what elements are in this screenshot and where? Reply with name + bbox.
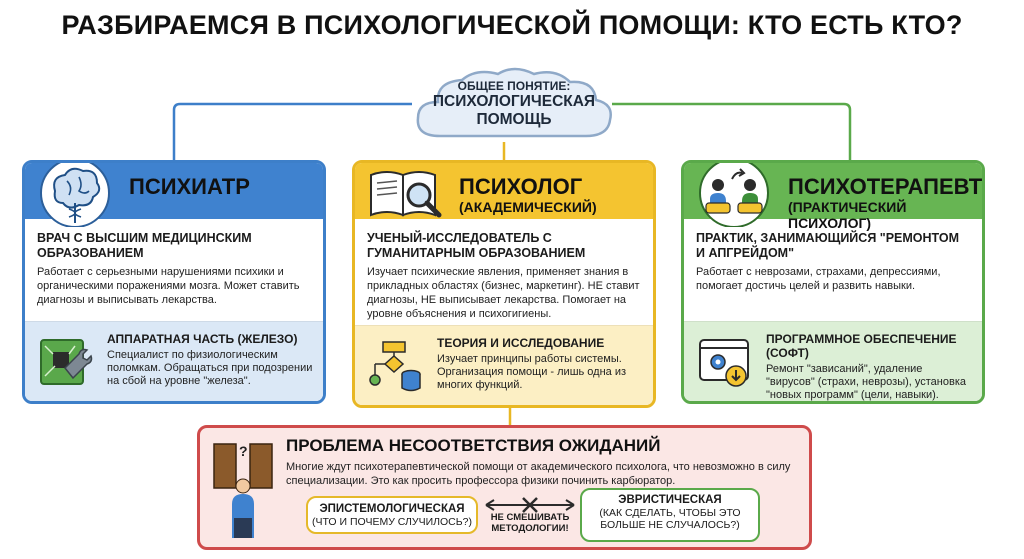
epist-sub: (ЧТО И ПОЧЕМУ СЛУЧИЛОСЬ?) [311, 516, 472, 528]
psychotherapist-header [684, 163, 983, 231]
concept-cloud [410, 66, 618, 144]
psychotherapist-foot-title: ПРОГРАММНОЕ ОБЕСПЕЧЕНИЕ (СОФТ) [766, 332, 957, 360]
psychotherapist-role: ПРАКТИК, ЗАНИМАЮЩИЙСЯ "РЕМОНТОМ И АПГРЕЙДОМ" [696, 231, 960, 260]
psychologist-footer [355, 325, 653, 405]
psychiatrist-title: ПСИХИАТР [129, 174, 250, 199]
psychotherapist-desc: Работает с неврозами, страхами, депрессиями, помогает достичь целей и развить навыки. [696, 266, 941, 292]
heuristic-pill [580, 488, 760, 542]
psychologist-foot-title: ТЕОРИЯ И ИССЛЕДОВАНИЕ [437, 336, 605, 350]
psychiatrist-card [22, 160, 326, 404]
epist-title: ЭПИСТЕМОЛОГИЧЕСКАЯ [319, 503, 465, 515]
flowchart-database-icon [367, 338, 425, 394]
psychologist-foot-desc: Изучает принципы работы системы. Организация помощи - лишь одна из многих функций. [437, 353, 627, 391]
software-update-icon [696, 334, 754, 390]
psychiatrist-foot-desc: Специалист по физиологическим поломкам. Обращаться при подозрении на сбой на уровне "железа". [107, 349, 313, 387]
psychiatrist-header [25, 163, 323, 219]
psychologist-header [355, 163, 653, 219]
psychotherapist-title: ПСИХОТЕРАПЕВТ [788, 174, 983, 199]
problem-title: ПРОБЛЕМА НЕСООТВЕТСТВИЯ ОЖИДАНИЙ [286, 436, 661, 455]
svg-text:?: ? [239, 443, 248, 459]
psychologist-card [352, 160, 656, 408]
page-title: РАЗБИРАЕМСЯ В ПСИХОЛОГИЧЕСКОЙ ПОМОЩИ: КТО ЕСТЬ КТО? [61, 10, 963, 40]
psychiatrist-footer [25, 321, 323, 401]
book-magnifier-icon [363, 160, 447, 227]
therapy-session-icon [692, 160, 776, 227]
psychotherapist-footer [684, 321, 982, 401]
circuit-board-wrench-icon [37, 334, 95, 390]
psychologist-desc: Изучает психические явления, применяет знания в прикладных областях (бизнес, маркетинг). НЕ ставит диагнозы, НЕ выписывает лекарства. Помогает на уровне объяснения и психогигиены. [367, 266, 640, 320]
psychologist-subtitle: (АКАДЕМИЧЕСКИЙ) [459, 199, 597, 215]
psychologist-role: УЧЕНЫЙ-ИССЛЕДОВАТЕЛЬ С ГУМАНИТАРНЫМ ОБРАЗОВАНИЕМ [367, 231, 586, 260]
epistemological-pill [306, 496, 478, 534]
concept-line2: ПОМОЩЬ [476, 111, 552, 128]
concept-line1: ПСИХОЛОГИЧЕСКАЯ [432, 93, 596, 110]
psychologist-title: ПСИХОЛОГ [459, 174, 583, 199]
psychotherapist-card [681, 160, 985, 404]
psychiatrist-desc: Работает с серьезными нарушениями психики и органическими поражениями мозга. Может ставить диагнозы и выписывать лекарства. [37, 266, 300, 306]
psychiatrist-foot-title: АППАРАТНАЯ ЧАСТЬ (ЖЕЛЕЗО) [107, 332, 298, 346]
no-mix-label: НЕ СМЕШИВАТЬ МЕТОДОЛОГИИ! [490, 512, 570, 534]
psychotherapist-subtitle: (ПРАКТИЧЕСКИЙ ПСИХОЛОГ) [788, 199, 907, 231]
heur-sub: (КАК СДЕЛАТЬ, ЧТОБЫ ЭТО БОЛЬШЕ НЕ СЛУЧАЛОСЬ?) [599, 507, 741, 531]
brain-caduceus-icon [33, 160, 117, 227]
heur-title: ЭВРИСТИЧЕСКАЯ [618, 494, 722, 506]
problem-desc: Многие ждут психотерапевтической помощи от академического психолога, что невозможно в силу специализации. Это как просить профессора физики починить карбюратор. [286, 461, 791, 487]
concept-label: ОБЩЕЕ ПОНЯТИЕ: [457, 79, 571, 93]
problem-box [197, 425, 812, 550]
psychiatrist-role: ВРАЧ С ВЫСШИМ МЕДИЦИНСКИМ ОБРАЗОВАНИЕМ [37, 231, 252, 260]
psychotherapist-foot-desc: Ремонт "зависаний", удаление "вирусов" (страхи, неврозы), установка "новых программ" (цели, навыки). [766, 363, 966, 401]
confused-person-doors-icon [212, 438, 274, 542]
